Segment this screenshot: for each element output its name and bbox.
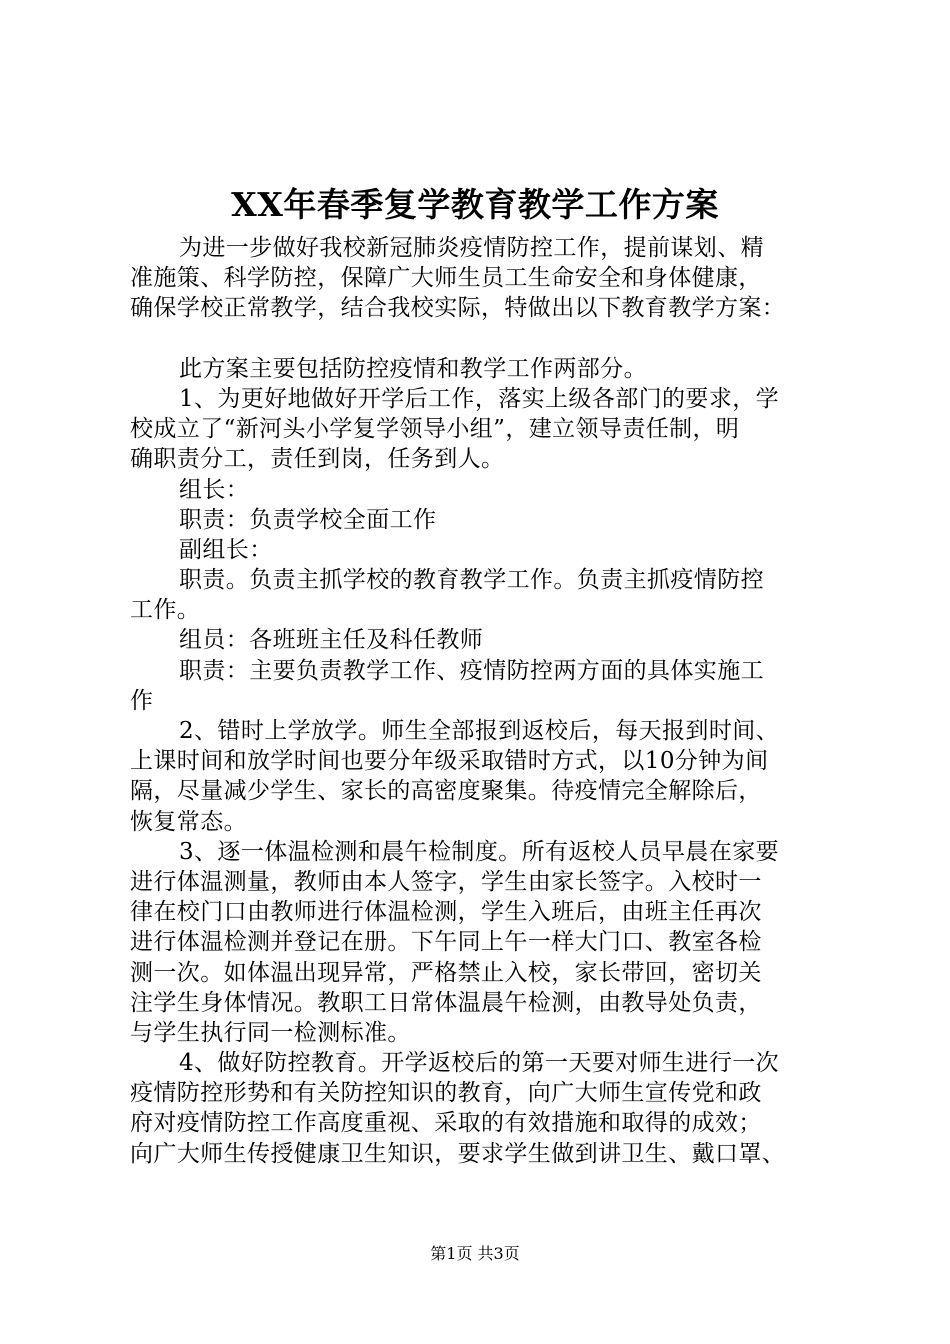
- paragraph-line: 确保学校正常教学，结合我校实际，特做出以下教育教学方案：: [130, 295, 786, 322]
- paragraph-line: 为进一步做好我校新冠肺炎疫情防控工作，提前谋划、精: [179, 235, 764, 261]
- paragraph-line: 疫情防控形势和有关防控知识的教育，向广大师生宣传党和政: [130, 1080, 762, 1107]
- paragraph-line: 工作。: [130, 597, 201, 624]
- paragraph-line: 注学生身体情况。教职工日常体温晨午检测，由教导处负责，: [130, 989, 762, 1016]
- paragraph-line: 职责：主要负责教学工作、疫情防控两方面的具体实施工: [179, 657, 764, 684]
- paragraph-line: 向广大师生传授健康卫生知识，要求学生做到讲卫生、戴口罩、: [130, 1140, 786, 1167]
- page-number-footer: 第1页 共3页: [430, 1244, 520, 1263]
- paragraph-line: 府对疫情防控工作高度重视、采取的有效措施和取得的成效；: [130, 1110, 762, 1137]
- paragraph-line: 进行体温测量，教师由本人签字，学生由家长签字。入校时一: [130, 868, 762, 895]
- paragraph-line: 上课时间和放学时间也要分年级采取错时方式，以10分钟为间: [130, 748, 769, 775]
- blank-line: [130, 324, 838, 354]
- paragraph-line: 作: [130, 687, 154, 714]
- paragraph-line: 1、为更好地做好开学后工作，落实上级各部门的要求，学: [179, 385, 780, 412]
- paragraph-line: 副组长：: [179, 536, 273, 563]
- paragraph-line: 组长：: [179, 476, 250, 503]
- paragraph-line: 职责。负责主抓学校的教育教学工作。负责主抓疫情防控: [179, 567, 764, 594]
- paragraph-line: 确职责分工，责任到岗，任务到人。: [130, 446, 505, 473]
- paragraph-line: 2、错时上学放学。师生全部报到返校后，每天报到时间、: [179, 718, 780, 744]
- paragraph-line: 准施策、科学防控，保障广大师生员工生命安全和身体健康，: [130, 265, 762, 292]
- paragraph-line: 与学生执行同一检测标准。: [130, 1019, 411, 1046]
- paragraph-line: 4、做好防控教育。开学返校后的第一天要对师生进行一次: [179, 1050, 780, 1077]
- paragraph-line: 测一次。如体温出现异常，严格禁止入校，家长带回，密切关: [130, 959, 762, 986]
- paragraph-line: 恢复常态。: [130, 808, 247, 835]
- document-body: [130, 233, 838, 1169]
- paragraph-line: 3、逐一体温检测和晨午检制度。所有返校人员早晨在家要: [179, 838, 780, 865]
- document-title: XX年春季复学教育教学工作方案: [231, 185, 719, 224]
- paragraph-line: 进行体温检测并登记在册。下午同上午一样大门口、教室各检: [130, 929, 762, 956]
- paragraph-line: 此方案主要包括防控疫情和教学工作两部分。: [179, 355, 647, 382]
- paragraph-line: 校成立了“新河头小学复学领导小组”，建立领导责任制，明: [130, 416, 740, 443]
- paragraph-line: 隔，尽量减少学生、家长的高密度聚集。待疫情完全解除后，: [130, 778, 762, 805]
- paragraph-line: 组员：各班班主任及科任教师: [179, 627, 484, 654]
- paragraph-line: 职责：负责学校全面工作: [179, 506, 437, 533]
- paragraph-line: 律在校门口由教师进行体温检测，学生入班后，由班主任再次: [130, 899, 762, 926]
